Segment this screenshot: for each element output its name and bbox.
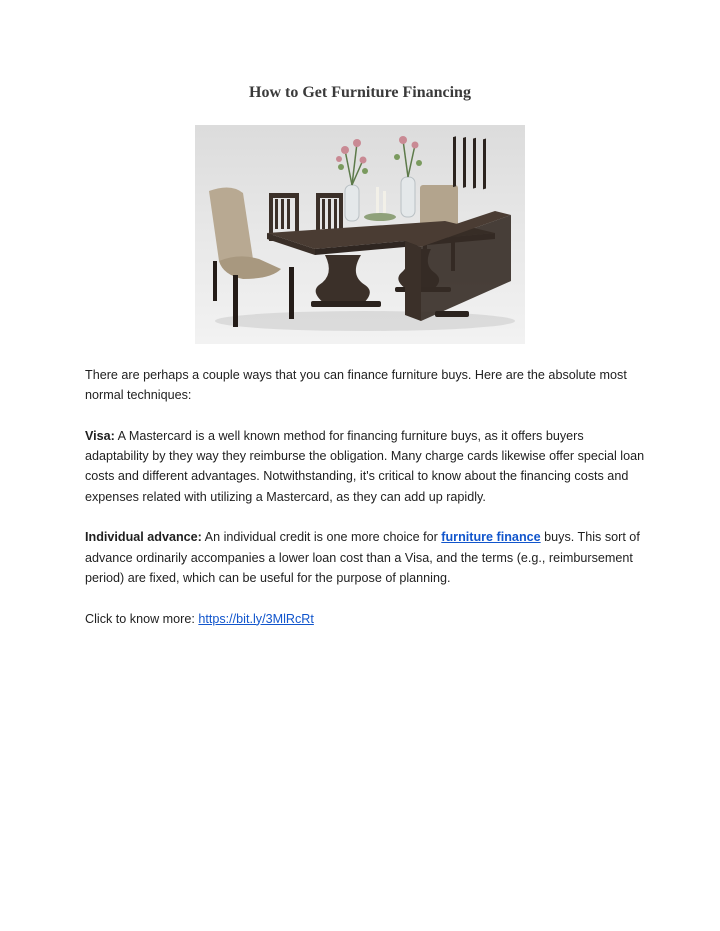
dining-set-photo [195, 125, 525, 344]
dining-set-illustration [195, 125, 525, 344]
visa-paragraph [85, 426, 645, 507]
article-body [85, 365, 645, 649]
visa-label: Visa: [85, 428, 115, 443]
individual-advance-text-after: buys. This sort of advance ordinarily accompanies a lower loan cost than a Visa, and the terms (e.g., reimbursement period) are fixed, which can be useful for the purpose of planning. [85, 530, 640, 585]
furniture-finance-link[interactable]: furniture finance [441, 530, 541, 545]
know-more-link[interactable]: https://bit.ly/3MlRcRt [198, 611, 314, 626]
page-title: How to Get Furniture Financing [249, 84, 471, 101]
individual-advance-paragraph [85, 527, 645, 588]
intro-paragraph [85, 365, 645, 406]
individual-advance-label: Individual advance: [85, 530, 202, 545]
know-more-label: Click to know more: [85, 611, 199, 626]
know-more-paragraph [85, 609, 645, 629]
visa-text: A Mastercard is a well known method for financing furniture buys, as it offers buyers adaptability by they way they reimburse the obligation. Many charge cards likewise offer special loan costs and different advantages. Notwithstanding, it's critical to know about the financing costs and expenses related with utilizing a Mastercard, as they can add up rapidly. [85, 428, 645, 504]
intro-text: There are perhaps a couple ways that you can finance furniture buys. Here are the absolute most normal techniques: [85, 368, 627, 403]
individual-advance-text-before: An individual credit is one more choice for [201, 530, 442, 545]
